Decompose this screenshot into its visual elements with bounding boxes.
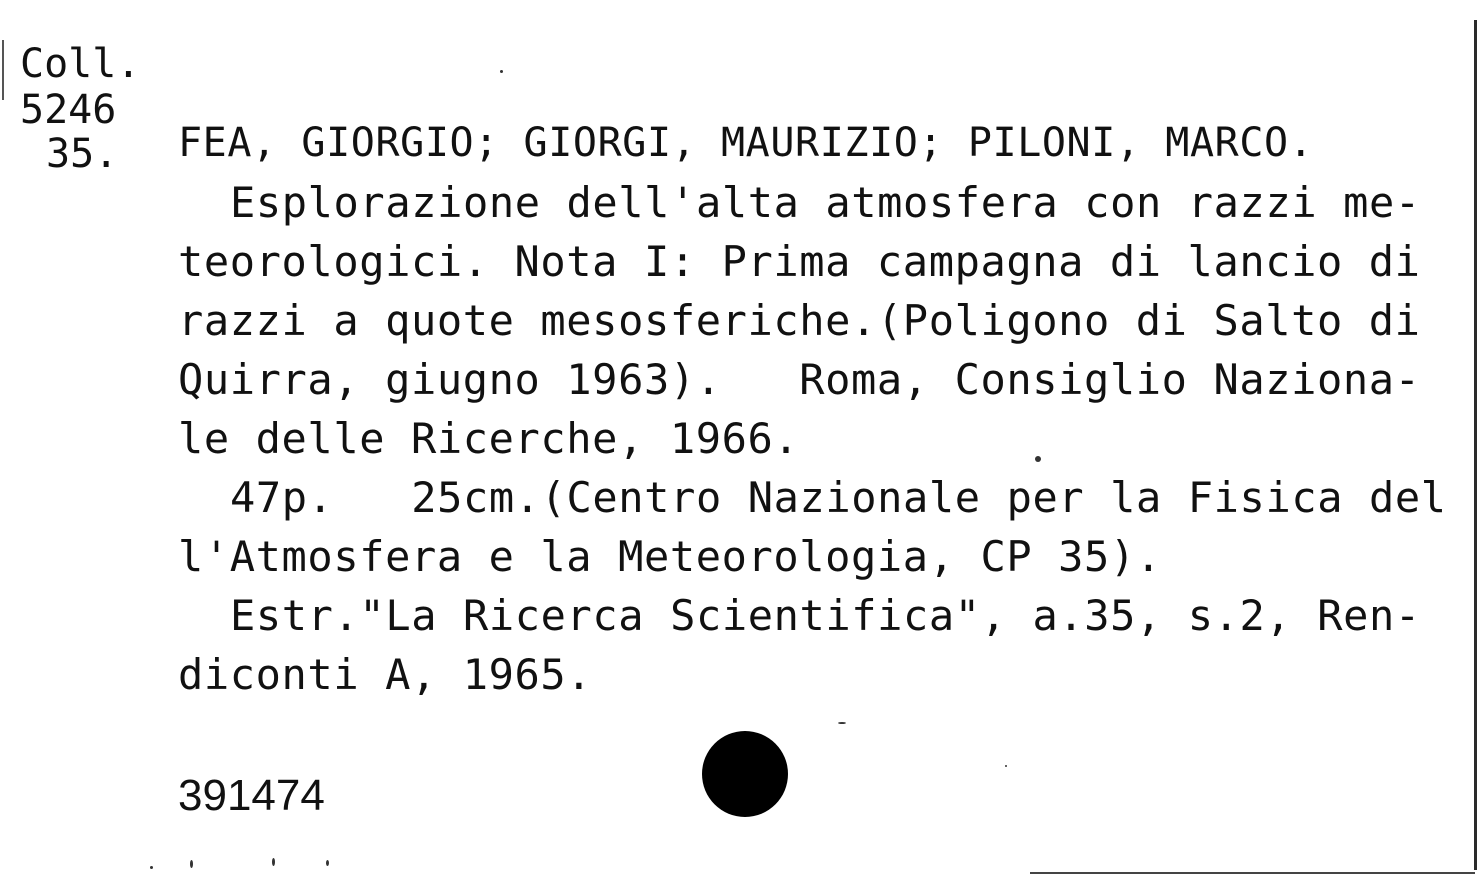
title-line-1: Esplorazione dell'alta atmosfera con razzi me- xyxy=(230,178,1421,227)
note-line-2: diconti A, 1965. xyxy=(178,650,593,699)
title-line-4: Quirra, giugno 1963). Roma, Consiglio Naziona- xyxy=(178,355,1421,404)
dust-speck xyxy=(1035,456,1041,462)
dust-speck xyxy=(190,860,193,868)
title-line-2: teorologici. Nota I: Prima campagna di lancio di xyxy=(178,237,1421,286)
dust-speck xyxy=(1005,765,1007,767)
call-number-volume: 35. xyxy=(46,131,119,177)
card-bottom-edge xyxy=(1030,872,1475,874)
main-entry-heading: FEA, GIORGIO; GIORGI, MAURIZIO; PILONI, MARCO. xyxy=(178,120,1314,166)
call-number-collection: Coll. xyxy=(20,41,141,87)
dust-speck xyxy=(500,70,503,73)
dust-speck xyxy=(272,858,275,866)
punched-hole xyxy=(702,731,788,817)
note-line-1: Estr."La Ricerca Scientifica", a.35, s.2, Ren- xyxy=(230,591,1421,640)
title-line-5: le delle Ricerche, 1966. xyxy=(178,414,800,463)
collation-line-1: 47p. 25cm.(Centro Nazionale per la Fisica del xyxy=(230,473,1447,522)
card-left-edge xyxy=(2,40,4,100)
call-number-number: 5246 xyxy=(20,87,117,133)
dust-speck xyxy=(150,866,153,869)
card-right-edge xyxy=(1474,20,1477,870)
title-line-3: razzi a quote mesosferiche.(Poligono di Salto di xyxy=(178,296,1421,345)
dust-speck xyxy=(326,860,329,866)
collation-line-2: l'Atmosfera e la Meteorologia, CP 35). xyxy=(178,532,1162,581)
dust-speck xyxy=(838,722,846,724)
accession-number: 391474 xyxy=(178,771,325,820)
